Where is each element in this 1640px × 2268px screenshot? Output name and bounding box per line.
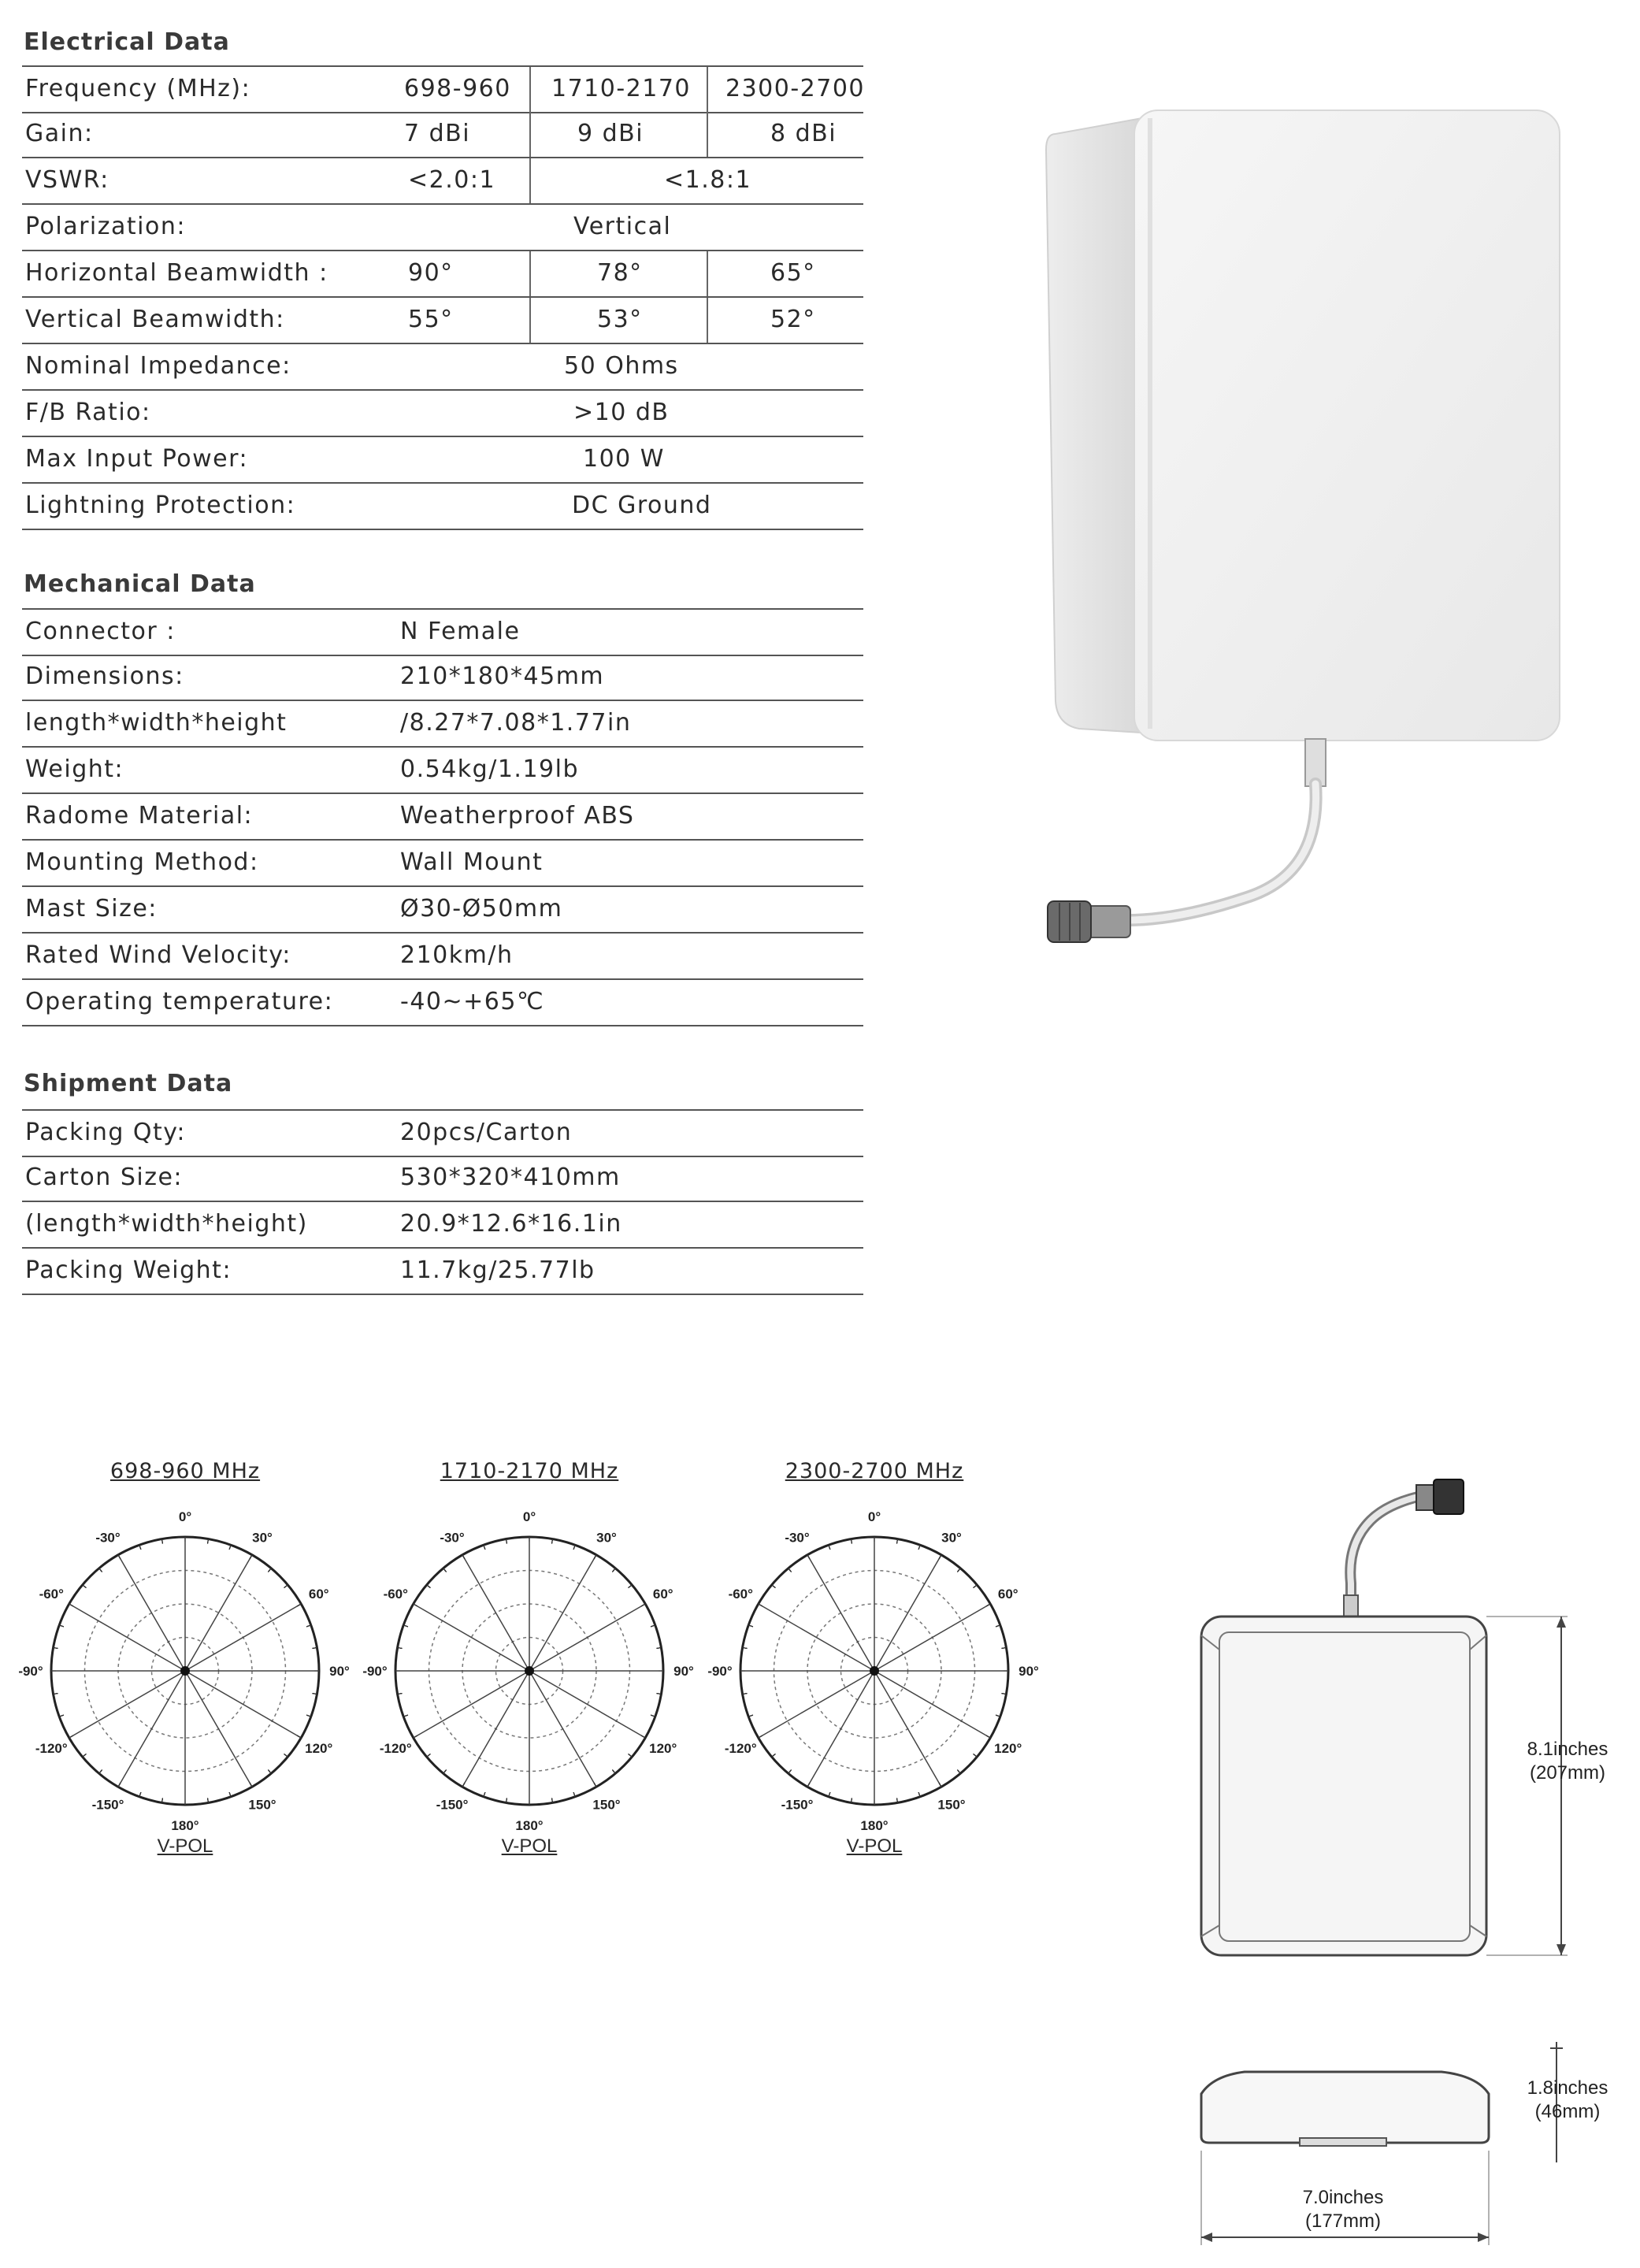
angle-label: 60° [652, 1587, 673, 1602]
row-label: Vertical Beamwidth: [25, 306, 285, 333]
table-row [22, 205, 863, 251]
angle-label: -120° [724, 1741, 757, 1756]
cell-value: 50 Ohms [564, 352, 679, 380]
polar-plot-title: 2300-2700 MHz [785, 1459, 964, 1483]
cell-value: 20pcs/Carton [400, 1119, 573, 1146]
table-row [22, 841, 863, 887]
table-row [22, 391, 863, 437]
cell-value: Vertical [573, 213, 672, 240]
cell-value: /8.27*7.08*1.77in [400, 709, 632, 737]
angle-label: 120° [649, 1741, 677, 1756]
table-row [22, 484, 863, 530]
angle-label: -90° [707, 1664, 733, 1679]
cell-value: 210*180*45mm [400, 663, 605, 690]
row-label: (length*width*height) [25, 1210, 308, 1238]
cell-value: 90° [408, 259, 454, 287]
angle-label: -30° [95, 1530, 121, 1546]
cell-value: 530*320*410mm [400, 1164, 621, 1191]
row-label: Packing Qty: [25, 1119, 186, 1146]
row-label: Carton Size: [25, 1164, 184, 1191]
cell-value: 8 dBi [770, 120, 837, 147]
table-row [22, 65, 866, 113]
cell-value: 7 dBi [404, 120, 471, 147]
polarization-label: V-POL [157, 1836, 213, 1857]
cell-value: 53° [597, 306, 643, 333]
polarization-label: V-POL [846, 1836, 903, 1857]
table-row [22, 1202, 863, 1249]
angle-label: 120° [305, 1741, 333, 1756]
cell-value: >10 dB [573, 399, 670, 426]
angle-label: 60° [308, 1587, 329, 1602]
polarization-label: V-POL [501, 1836, 558, 1857]
table-row [22, 934, 863, 980]
cell-value: N Female [400, 618, 521, 645]
row-label: Polarization: [25, 213, 186, 240]
angle-label: 60° [997, 1587, 1019, 1602]
angle-label: 90° [1019, 1664, 1039, 1679]
angle-label: -150° [781, 1797, 814, 1813]
electrical-title: Electrical Data [24, 28, 230, 56]
cell-value: 20.9*12.6*16.1in [400, 1210, 622, 1238]
cell-value: <2.0:1 [408, 166, 496, 194]
cell-value: 55° [408, 306, 454, 333]
table-row [22, 251, 863, 298]
row-label: VSWR: [25, 166, 109, 194]
angle-label: -120° [35, 1741, 68, 1756]
angle-label: 180° [860, 1818, 889, 1833]
angle-label: -150° [436, 1797, 469, 1813]
table-row [22, 112, 863, 158]
cell-value: <1.8:1 [664, 166, 752, 194]
angle-label: 180° [515, 1818, 544, 1833]
depth-dimension-label [1505, 2077, 1631, 2124]
polar-plot-title: 1710-2170 MHz [440, 1459, 619, 1483]
angle-label: -90° [18, 1664, 43, 1679]
angle-label: -90° [362, 1664, 388, 1679]
table-row [22, 887, 863, 934]
depth-mm: (46mm) [1534, 2101, 1601, 2122]
row-label: Operating temperature: [25, 988, 334, 1015]
table-row [22, 344, 863, 391]
cell-value: 210km/h [400, 941, 514, 969]
mechanical-title: Mechanical Data [24, 570, 256, 598]
table-row [22, 437, 863, 484]
polar-plot-graphic [707, 1494, 1039, 1856]
angle-label: -60° [728, 1587, 753, 1602]
table-row [22, 158, 863, 205]
height-dimension-label [1505, 1738, 1631, 1785]
height-inches: 8.1inches [1527, 1739, 1608, 1760]
table-row [22, 298, 863, 344]
angle-label: -30° [785, 1530, 810, 1546]
angle-label: 90° [329, 1664, 350, 1679]
cell-value: 2300-2700 [725, 75, 866, 102]
cell-value: 0.54kg/1.19lb [400, 755, 579, 783]
angle-label: 150° [248, 1797, 276, 1813]
height-mm: (207mm) [1529, 1762, 1605, 1784]
table-row [22, 1156, 863, 1202]
row-label: Max Input Power: [25, 445, 249, 473]
cell-value: 9 dBi [577, 120, 644, 147]
depth-inches: 1.8inches [1527, 2077, 1608, 2099]
row-label: Dimensions: [25, 663, 184, 690]
polar-plot-graphic [18, 1494, 350, 1856]
cell-value: 100 W [583, 445, 665, 473]
shipment-title: Shipment Data [24, 1070, 233, 1097]
row-label: Mounting Method: [25, 848, 259, 876]
table-row [22, 1249, 863, 1295]
cell-value: 52° [770, 306, 816, 333]
antenna-photo [1024, 87, 1591, 1048]
angle-label: 0° [522, 1509, 536, 1524]
angle-label: 30° [596, 1530, 617, 1546]
row-label: Radome Material: [25, 802, 254, 830]
angle-label: -150° [91, 1797, 124, 1813]
polar-plot-graphic [362, 1494, 694, 1856]
row-label: Gain: [25, 120, 94, 147]
cell-value: -40~+65℃ [400, 988, 545, 1015]
table-row [22, 748, 863, 794]
row-label: Rated Wind Velocity: [25, 941, 291, 969]
angle-label: 180° [171, 1818, 199, 1833]
row-label: length*width*height [25, 709, 288, 737]
angle-label: 30° [252, 1530, 273, 1546]
row-label: Frequency (MHz): [25, 75, 251, 102]
angle-label: 150° [592, 1797, 621, 1813]
angle-label: 0° [867, 1509, 881, 1524]
angle-label: -60° [39, 1587, 64, 1602]
angle-label: 30° [941, 1530, 962, 1546]
row-label: Nominal Impedance: [25, 352, 291, 380]
angle-label: 150° [937, 1797, 966, 1813]
row-label: Weight: [25, 755, 124, 783]
table-row [22, 701, 863, 748]
row-label: Horizontal Beamwidth : [25, 259, 328, 287]
cell-value: 65° [770, 259, 816, 287]
width-dimension-label [1280, 2186, 1406, 2233]
angle-label: -60° [383, 1587, 408, 1602]
row-label: Connector : [25, 618, 176, 645]
cell-value: Wall Mount [400, 848, 544, 876]
cell-value: 1710-2170 [551, 75, 692, 102]
cell-value: DC Ground [572, 492, 712, 519]
width-mm: (177mm) [1304, 2210, 1381, 2232]
polar-plot-title: 698-960 MHz [109, 1459, 261, 1483]
row-label: F/B Ratio: [25, 399, 151, 426]
table-row [22, 1109, 863, 1157]
cell-value: Weatherproof ABS [400, 802, 635, 830]
cell-value: 11.7kg/25.77lb [400, 1256, 596, 1284]
table-row [22, 794, 863, 841]
angle-label: -30° [440, 1530, 465, 1546]
table-row [22, 608, 863, 656]
table-row [22, 980, 863, 1026]
angle-label: 90° [673, 1664, 694, 1679]
row-label: Mast Size: [25, 895, 158, 922]
angle-label: -120° [379, 1741, 412, 1756]
cell-value: Ø30-Ø50mm [400, 895, 563, 922]
cell-value: 78° [597, 259, 643, 287]
row-label: Lightning Protection: [25, 492, 296, 519]
angle-label: 120° [994, 1741, 1022, 1756]
width-inches: 7.0inches [1302, 2187, 1384, 2208]
cell-value: 698-960 [404, 75, 511, 102]
angle-label: 0° [178, 1509, 192, 1524]
table-row [22, 655, 863, 701]
dimension-drawing [1182, 1450, 1638, 2253]
row-label: Packing Weight: [25, 1256, 232, 1284]
